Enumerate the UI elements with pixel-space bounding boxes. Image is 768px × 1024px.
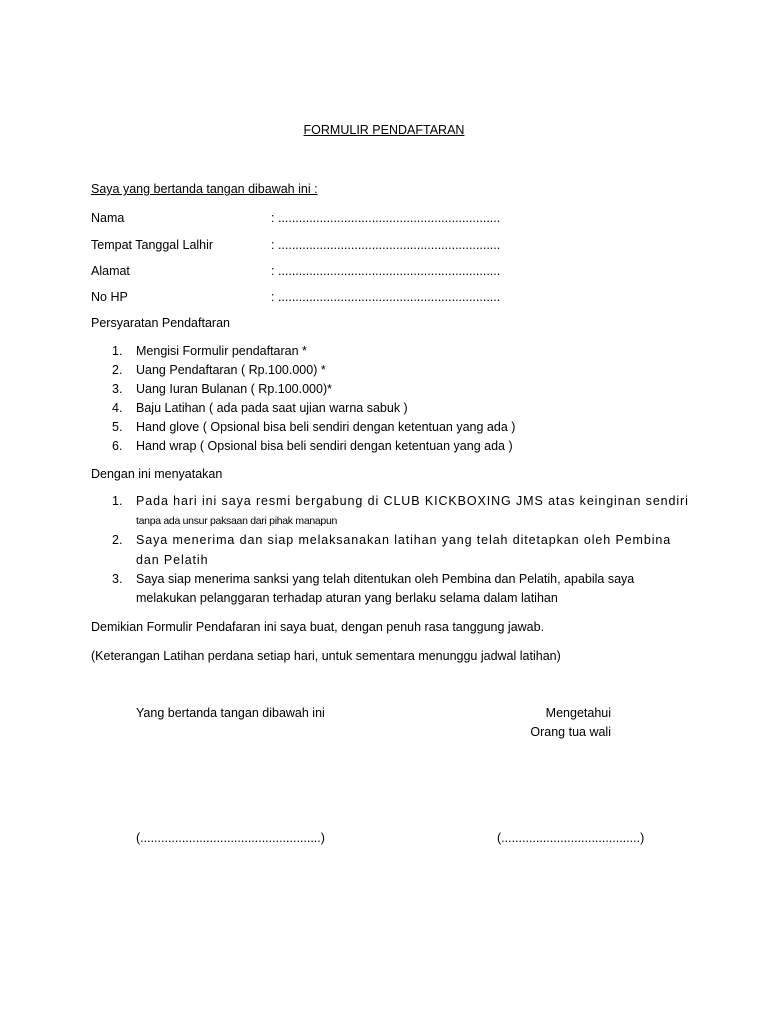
list-number: 4.	[112, 401, 123, 415]
statement-3-line-1: Saya siap menerima sanksi yang telah ditentukan oleh Pembina dan Pelatih, apabila saya	[136, 572, 635, 586]
requirements-heading: Persyaratan Pendaftaran	[91, 316, 230, 330]
form-title: FORMULIR PENDAFTARAN	[303, 123, 465, 137]
list-item	[112, 361, 515, 380]
list-number: 5.	[112, 420, 123, 434]
list-text: Hand glove ( Opsional bisa beli sendiri dengan ketentuan yang ada )	[136, 420, 516, 434]
list-number: 1.	[112, 344, 123, 358]
list-text: Mengisi Formulir pendaftaran *	[136, 344, 307, 358]
list-number: 3.	[112, 382, 123, 396]
statement-2-line-1: Saya menerima dan siap melaksanakan latihan yang telah ditetapkan oleh Pembina	[136, 533, 672, 547]
list-text: Hand wrap ( Opsional bisa beli sendiri dengan ketentuan yang ada )	[136, 439, 513, 453]
signature-left-label: Yang bertanda tangan dibawah ini	[136, 706, 325, 720]
list-item	[112, 380, 515, 399]
field-label-nohp: No HP	[91, 290, 128, 304]
statement-number-1: 1.	[112, 494, 123, 508]
statement-2-line-2: dan Pelatih	[136, 553, 209, 567]
closing-text: Demikian Formulir Pendafaran ini saya buat, dengan penuh rasa tanggung jawab.	[91, 620, 545, 634]
intro-text: Saya yang bertanda tangan dibawah ini :	[91, 182, 318, 196]
list-text: Baju Latihan ( ada pada saat ujian warna sabuk )	[136, 401, 408, 415]
field-value-alamat[interactable]: : ................................................................	[271, 264, 501, 278]
list-item	[112, 418, 515, 437]
list-text: Uang Pendaftaran ( Rp.100.000) *	[136, 363, 326, 377]
statement-1-line-1: Pada hari ini saya resmi bergabung di CLUB KICKBOXING JMS atas keinginan sendiri	[136, 494, 689, 508]
field-label-ttl: Tempat Tanggal Lalhir	[91, 238, 214, 252]
requirements-list	[112, 342, 515, 456]
list-number: 6.	[112, 439, 123, 453]
field-value-nama[interactable]: : ................................................................	[271, 211, 501, 225]
statement-3-line-2: melakukan pelanggaran terhadap aturan yang berlaku selama dalam latihan	[136, 591, 558, 605]
statement-number-2: 2.	[112, 533, 123, 547]
note-text: (Keterangan Latihan perdana setiap hari, untuk sementara menunggu jadwal latihan)	[91, 649, 561, 663]
signature-right-label-2: Orang tua wali	[530, 725, 611, 739]
signature-left-line[interactable]: (....................................................)	[136, 831, 325, 845]
list-text: Uang Iuran Bulanan ( Rp.100.000)*	[136, 382, 332, 396]
statement-heading: Dengan ini menyatakan	[91, 467, 223, 481]
field-value-nohp[interactable]: : ................................................................	[271, 290, 501, 304]
list-number: 2.	[112, 363, 123, 377]
field-label-nama: Nama	[91, 211, 125, 225]
field-value-ttl[interactable]: : ................................................................	[271, 238, 501, 252]
field-label-alamat: Alamat	[91, 264, 130, 278]
list-item	[112, 342, 515, 361]
statement-number-3: 3.	[112, 572, 123, 586]
signature-right-label-1: Mengetahui	[545, 706, 611, 720]
signature-right-line[interactable]: (........................................)	[497, 831, 645, 845]
list-item	[112, 437, 515, 456]
list-item	[112, 399, 515, 418]
statement-1-line-2: tanpa ada unsur paksaan dari pihak manapun	[136, 515, 338, 527]
